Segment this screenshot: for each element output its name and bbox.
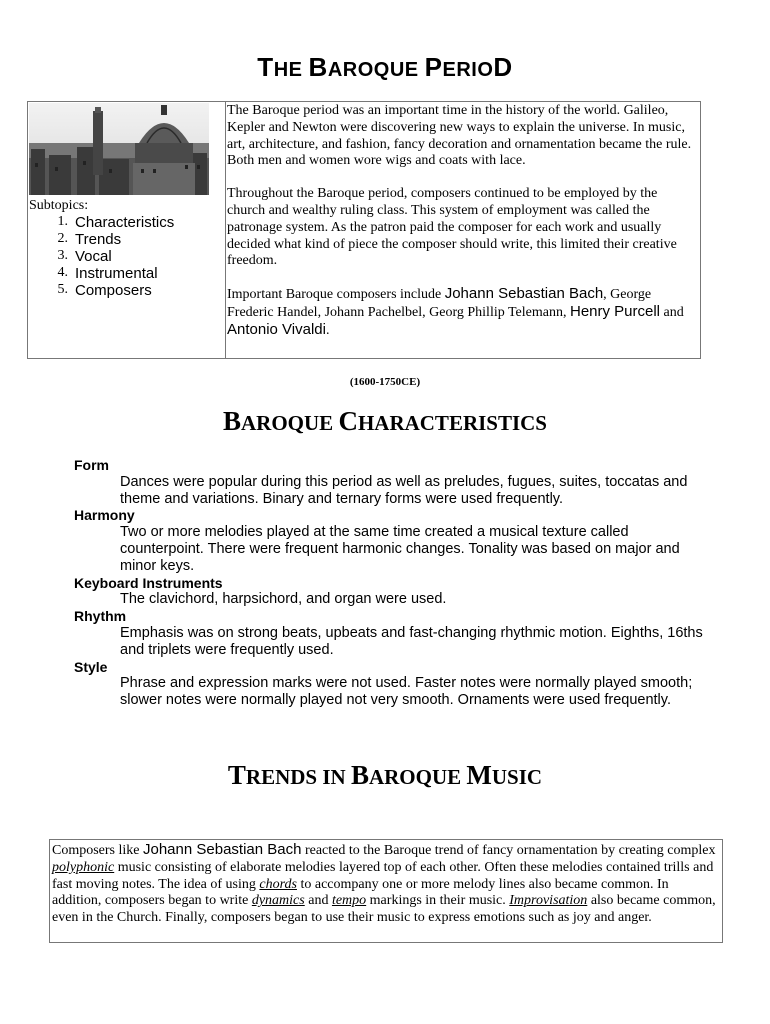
link-tempo[interactable]: tempo — [331, 893, 367, 909]
page-title: THE BAROQUE PERIOD — [257, 52, 513, 82]
term-keyboard-instruments: Keyboard Instruments — [74, 574, 223, 591]
trends-heading: TRENDS IN BAROQUE MUSIC — [227, 760, 543, 790]
intro-table — [27, 101, 701, 359]
intro-paragraph-1: The Baroque period was an important time in the history of the world. Galileo, Kepler and Newton were discovering new ways to explain the universe. In music, art, architecture, and fashion, fancy decoration and ornamentation became the rule. Both men and women wore wigs and coats with lace. — [227, 103, 692, 169]
link-chords[interactable]: chords — [259, 876, 297, 892]
characteristics-list — [74, 457, 714, 709]
trends-text-box: Composers like Johann Sebastian Bach reacted to the Baroque trend of fancy ornamentation by creating complex polyphonic music consisting of elaborate melodies layered top of each other. Often these melodies contained trills and fast moving notes. The idea of using chords to accompany one or more melody lines also became common. In addition, composers began to write dynamics and tempo markings in their music. Improvisation also became common, even in the Church. Finally, composers began to use their music to express emotions such as joy and anger. — [49, 839, 723, 943]
desc-form: Dances were popular during this period as well as preludes, fugues, suites, toccatas and theme and variations. Binary and ternary forms were used frequently. — [120, 473, 688, 507]
term-style: Style — [74, 658, 108, 675]
term-form: Form — [74, 457, 109, 473]
subtopic-composers[interactable]: 5. Composers — [57, 282, 152, 299]
intro-paragraph-3: Important Baroque composers include Johann Sebastian Bach, George Frederic Handel, Johann Pachelbel, Georg Phillip Telemann, Henry Purcell and Antonio Vivaldi. — [227, 285, 684, 338]
link-improvisation[interactable]: Improvisation — [509, 893, 588, 909]
desc-harmony: Two or more melodies played at the same time created a musical texture called counterpoint. There were frequent harmonic changes. Tonality was based on major and minor keys. — [120, 524, 680, 574]
link-dynamics[interactable]: dynamics — [251, 893, 305, 909]
intro-paragraph-2: Throughout the Baroque period, composers continued to be employed by the church and wealthy ruling class. This system of employment was called the patronage system. As the patron paid the composer for each work and usually decided what kind of piece the composer should write, this limited their creative freedom. — [227, 186, 677, 269]
desc-rhythm: Emphasis was on strong beats, upbeats and fast-changing rhythmic motion. Eighths, 16ths and triplets were frequently used. — [120, 624, 703, 658]
subtopics-label: Subtopics: — [29, 198, 89, 213]
subtopics-list — [28, 214, 174, 299]
term-rhythm: Rhythm — [74, 608, 127, 625]
subtopic-characteristics[interactable]: 1. Characteristics — [57, 214, 175, 231]
subtopic-vocal[interactable]: 3. Vocal — [57, 248, 112, 265]
table-divider — [225, 102, 226, 358]
desc-style: Phrase and expression marks were not used. Faster notes were normally played smooth; slower notes were normally played not very smooth. Ornaments were used frequently. — [120, 675, 693, 709]
date-range: (1600-1750CE) — [349, 376, 421, 388]
florence-cathedral-image — [29, 103, 209, 195]
intro-text — [227, 103, 697, 356]
link-polyphonic[interactable]: polyphonic — [52, 859, 115, 875]
subtopic-trends[interactable]: 2. Trends — [57, 231, 122, 248]
term-harmony: Harmony — [74, 507, 135, 524]
desc-keyboard-instruments: The clavichord, harpsichord, and organ were used. — [120, 591, 447, 608]
characteristics-heading: BAROQUE CHARACTERISTICS — [222, 406, 547, 436]
subtopic-instrumental[interactable]: 4. Instrumental — [57, 265, 158, 282]
